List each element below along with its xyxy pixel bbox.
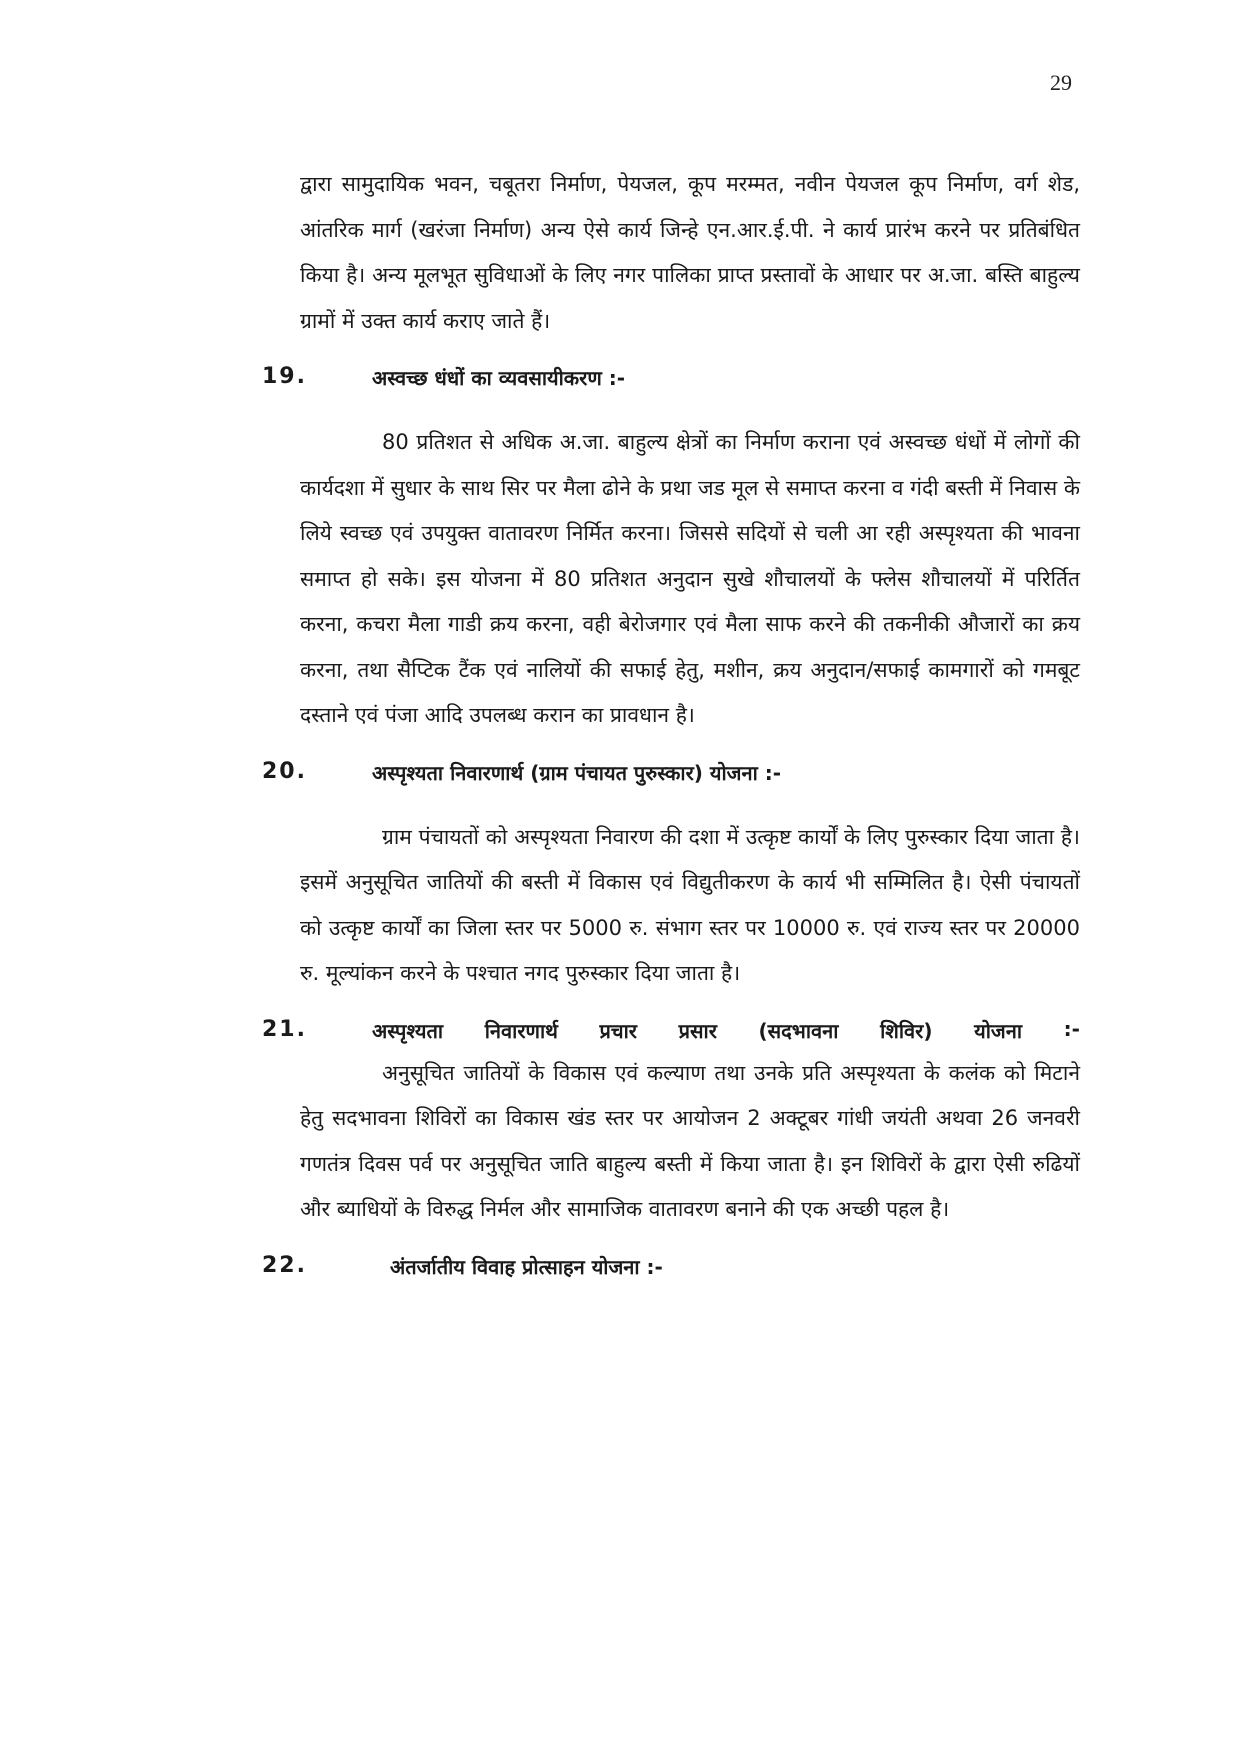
section-21-title-word: :-	[1063, 1016, 1080, 1041]
section-21-title-word: अस्पृश्यता	[372, 1018, 444, 1043]
section-19-heading	[0, 358, 1241, 404]
section-22-number: 22.	[262, 1252, 307, 1278]
section-20-number: 20.	[262, 758, 307, 784]
section-19-number: 19.	[262, 364, 307, 389]
intro-paragraph: द्वारा सामुदायिक भवन, चबूतरा निर्माण, पेयजल, कूप मरम्मत, नवीन पेयजल कूप निर्माण, वर्ग शेड, आंतरिक मार्ग (खरंजा निर्माण) अन्य ऐसे कार्य जिन्हे एन.आर.ई.पी. ने कार्य प्रारंभ करने पर प्रतिबंधित किया है। अन्य मूलभूत सुविधाओं के लिए नगर पालिका प्राप्त प्रस्तावों के आधार पर अ.जा. बस्ति बाहुल्य ग्रामों में उक्त कार्य कराए जाते हैं।	[300, 172, 1080, 333]
section-21-title	[372, 1017, 1080, 1044]
section-21-title-word: शिविर)	[880, 1018, 933, 1043]
section-19-body: 80 प्रतिशत से अधिक अ.जा. बाहुल्य क्षेत्रों का निर्माण कराना एवं अस्वच्छ धंधों में लोगों की कार्यदशा में सुधार के साथ सिर पर मैला ढोने के प्रथा जड मूल से समाप्त करना व गंदी बस्ती में निवास के लिये स्वच्छ एवं उपयुक्त वातावरण निर्मित करना। जिससे सदियों से चली आ रही अस्पृश्यता की भावना समाप्त हो सके। इस योजना में 80 प्रतिशत अनुदान सुखे शौचालयों के फ्लेस शौचालयों में परिर्तित करना, कचरा मैला गाडी क्रय करना, वही बेरोजगार एवं मैला साफ करने की तकनीकी औजारों का क्रय करना, तथा सैप्टिक टैंक एवं नालियों की सफाई हेतु, मशीन, क्रय अनुदान/सफाई कामगारों को गमबूट दस्ताने एवं पंजा आदि उपलब्ध करान का प्रावधान है।	[300, 430, 1080, 727]
section-22-heading	[0, 1247, 1241, 1293]
section-19-title: अस्वच्छ धंधों का व्यवसायीकरण :-	[372, 366, 626, 390]
section-21-body: अनुसूचित जातियों के विकास एवं कल्याण तथा उनके प्रति अस्पृश्यता के कलंक को मिटाने हेतु सदभावना शिविरों का विकास खंड स्तर पर आयोजन 2 अक्टूबर गांधी जयंती अथवा 26 जनवरी गणतंत्र दिवस पर्व पर अनुसूचित जाति बाहुल्य बस्ती में किया जाता है। इन शिविरों के द्वारा ऐसी रुढियों और ब्याधियों के विरुद्ध निर्मल और सामाजिक वातावरण बनाने की एक अच्छी पहल है।	[300, 1060, 1080, 1221]
section-21-title-word: (सदभावना	[758, 1018, 839, 1043]
section-21-title-word: प्रसार	[678, 1018, 717, 1043]
section-20-title: अस्पृश्यता निवारणार्थ (ग्राम पंचायत पुरुस्कार) योजना :-	[372, 760, 782, 785]
section-21-number: 21.	[262, 1016, 307, 1042]
page-number: 29	[1050, 70, 1072, 95]
section-22-title: अंतर्जातीय विवाह प्रोत्साहन योजना :-	[390, 1254, 663, 1279]
section-21-heading	[0, 1011, 1241, 1051]
section-21-title-word: प्रचार	[599, 1018, 637, 1043]
section-21-title-word: निवारणार्थ	[484, 1018, 558, 1043]
section-20-heading	[0, 753, 1241, 799]
section-21-title-word: योजना	[974, 1018, 1022, 1043]
document-body	[0, 162, 1241, 1309]
section-20-body: ग्राम पंचायतों को अस्पृश्यता निवारण की दशा में उत्कृष्ट कार्यों के लिए पुरुस्कार दिया जाता है। इसमें अनुसूचित जातियों की बस्ती में विकास एवं विद्युतीकरण के कार्य भी सम्मिलित है। ऐसी पंचायतों को उत्कृष्ट कार्यों का जिला स्तर पर 5000 रु. संभाग स्तर पर 10000 रु. एवं राज्य स्तर पर 20000 रु. मूल्यांकन करने के पश्चात नगद पुरुस्कार दिया जाता है।	[300, 824, 1080, 985]
